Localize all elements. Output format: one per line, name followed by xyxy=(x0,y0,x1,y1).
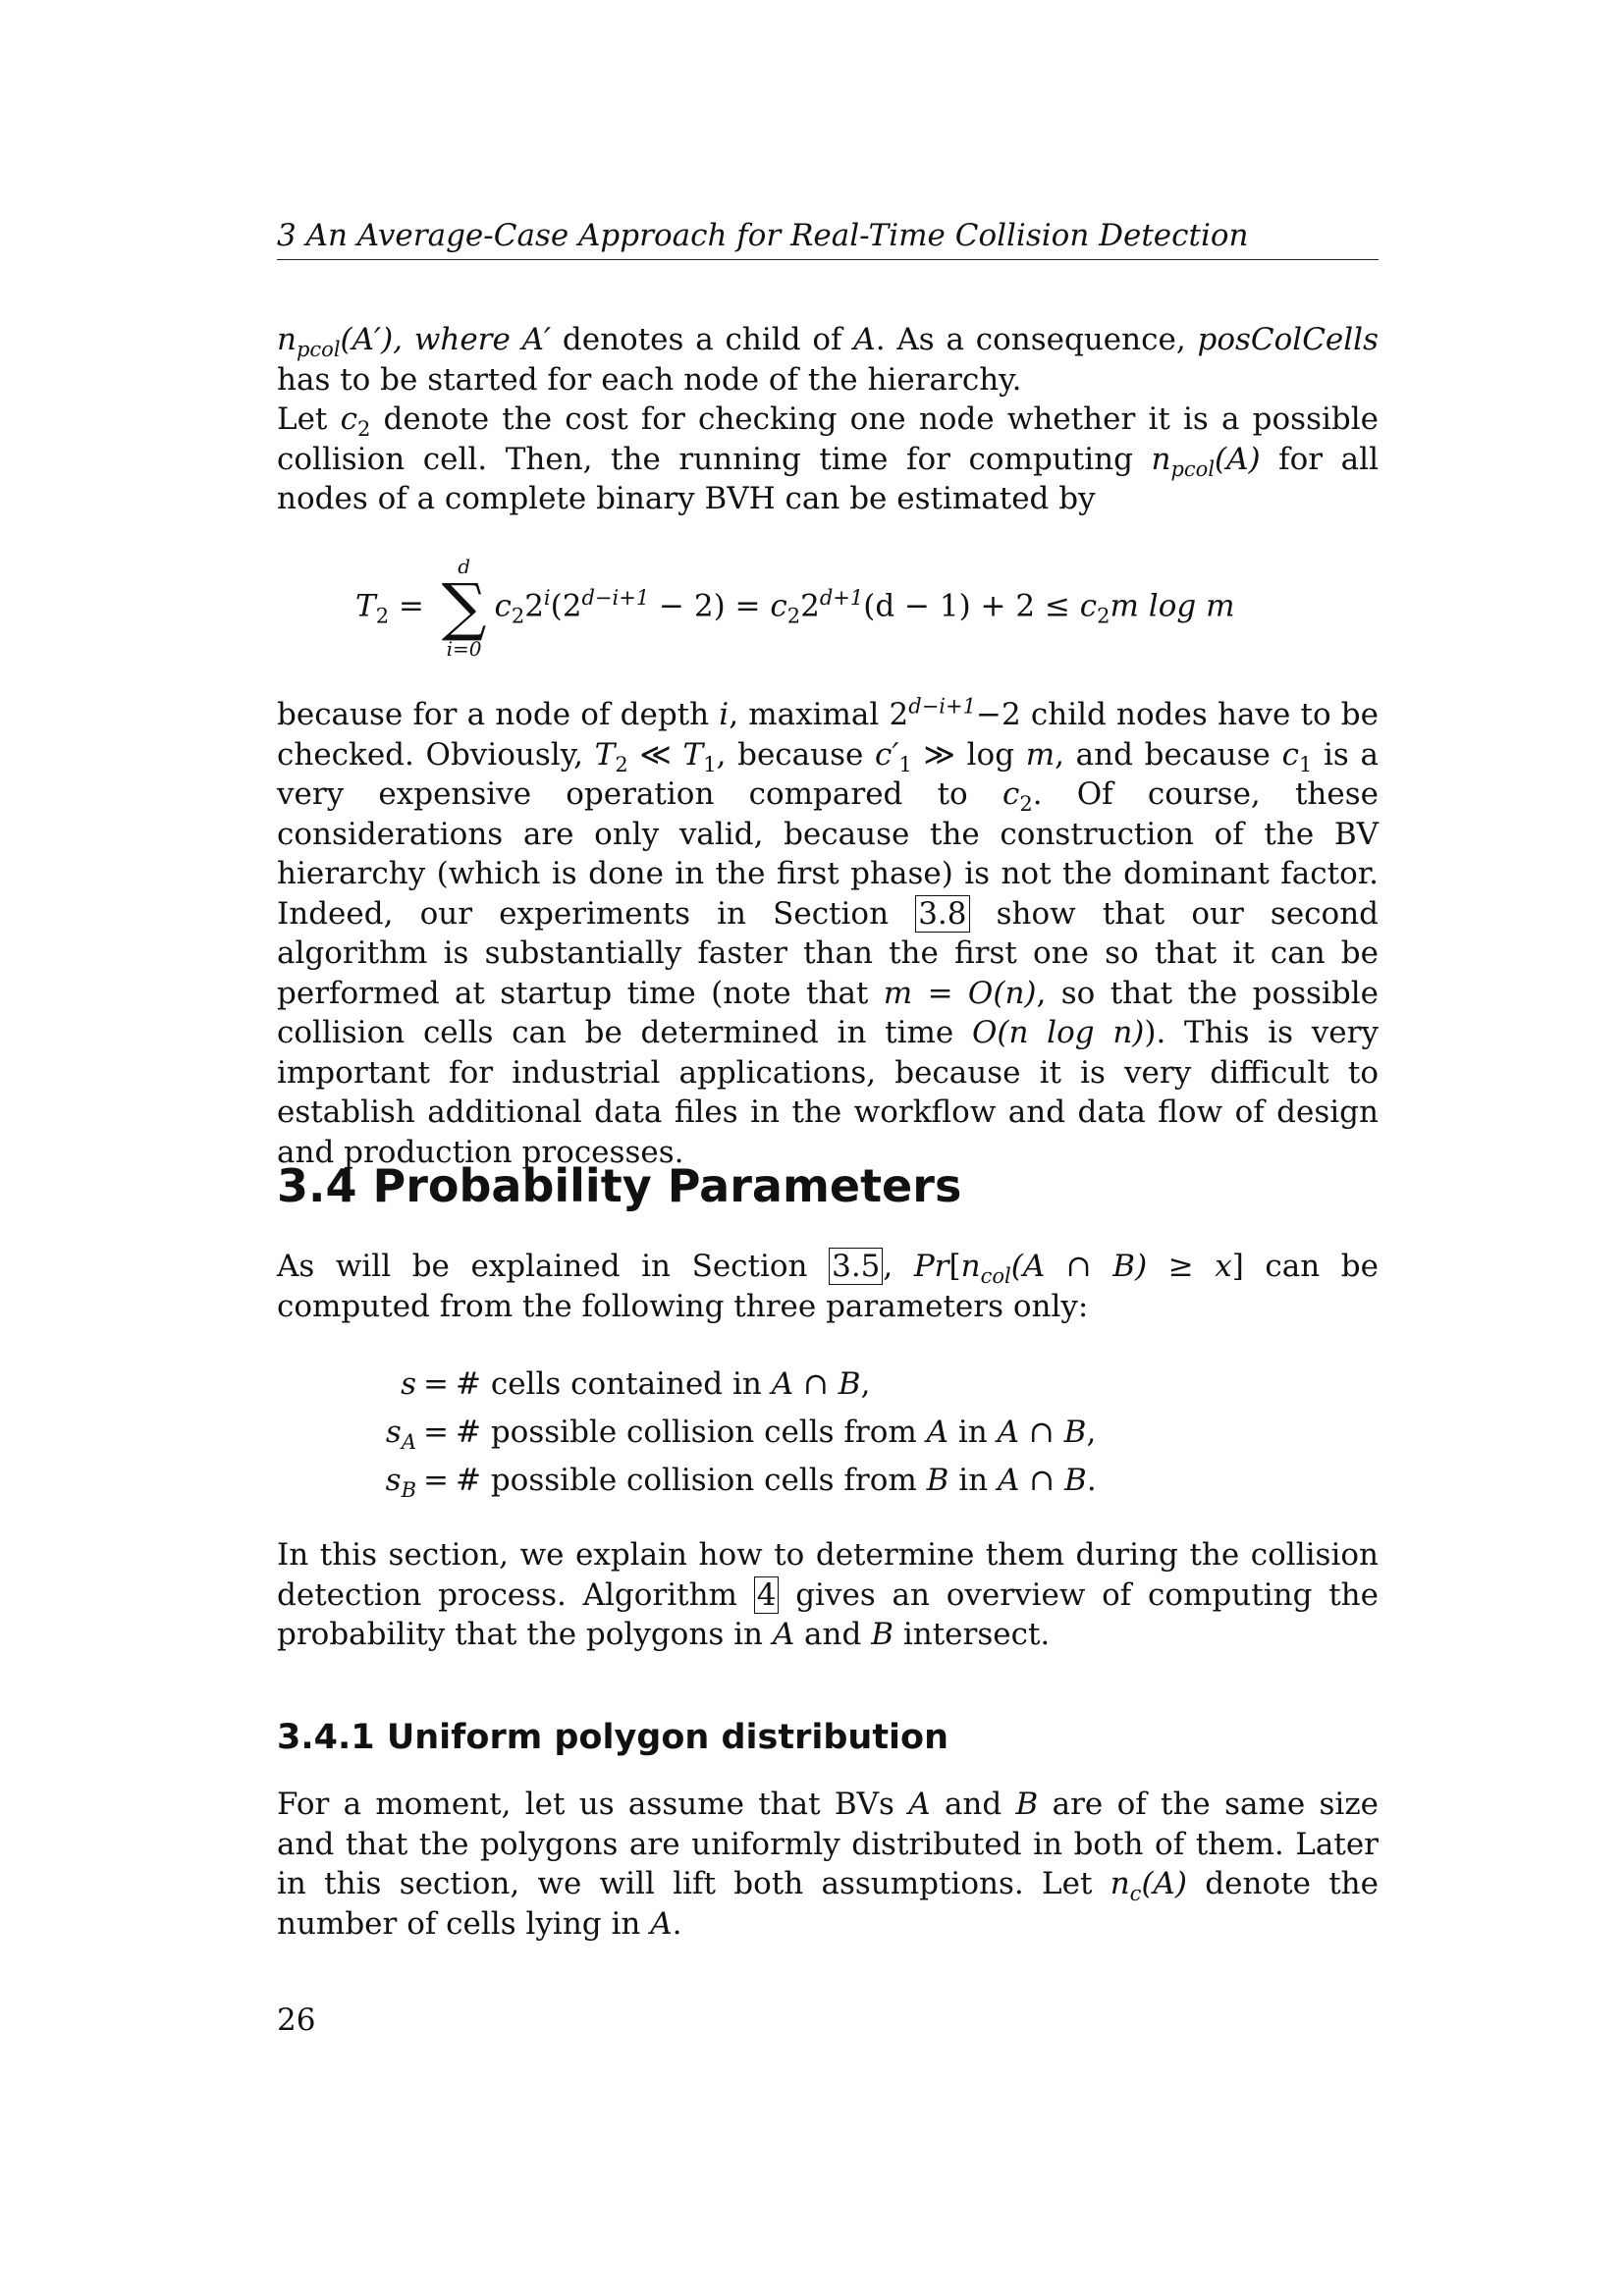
paragraph-4: As will be explained in Section 3.5, $Pr[n_{col}(A$ ∩ B) ≥ x] can be computed from the following three parameters only: xyxy=(277,1249,1379,1324)
ref-algorithm-4[interactable]: 4 xyxy=(754,1576,780,1614)
running-head: 3 An Average-Case Approach for Real-Time Collision Detection xyxy=(277,214,1379,260)
ref-section-3-8[interactable]: 3.8 xyxy=(915,895,969,933)
parameter-definitions xyxy=(336,1361,1097,1505)
definition-s: s = # cells contained in A ∩ B, xyxy=(401,1366,871,1402)
summation: d ∑ i=0 xyxy=(441,555,487,661)
paragraph-5: In this section, we explain how to determine them during the collision detection process. Algorithm 4 gives an overview of computing the probability that the polygons in A and B intersect. xyxy=(277,1537,1379,1652)
page xyxy=(277,0,1379,2296)
paragraph-3: because for a node of depth i, maximal $2^{d-i+1}-2$ child nodes have to be checked. Obviously, $T_2$ ≪ $T_1$, because $c'_1$ ≫ log m, and because $c_1$ is a very expensive operation compared to $c_2$. Of course, these considerations are only valid, because the construction of the BV hierarchy (which is done in the first phase) is not the dominant factor. Indeed, our experiments in Section 3.8 show that our second algorithm is substantially faster than the first one so that it can be performed at startup time (note that m = O(n), so that the possible collision cells can be determined in time O(n log n)). This is very important for industrial applications, because it is very difficult to establish additional data files in the workflow and data flow of design and production processes. xyxy=(277,694,1380,1170)
definition-sA: $s_A$ = # possible collision cells from A in A ∩ B, xyxy=(385,1415,1097,1455)
paragraph-2: Let $c_2$ denote the cost for checking one node whether it is a possible collision cell. Then, the running time for computing $n_{pcol}(A)$ for all nodes of a complete binary BVH can be estimated by xyxy=(277,401,1380,516)
ref-section-3-5[interactable]: 3.5 xyxy=(829,1248,883,1285)
paragraph-6: For a moment, let us assume that BVs A and B are of the same size and that the polygons are uniformly distributed in both of them. Later in this section, we will lift both assumptions. Let $n_c(A)$ denote the number of cells lying in A. xyxy=(277,1787,1379,1942)
math-npcol: n xyxy=(277,322,297,357)
paragraph-1: $n_{pcol}(A')$, where A′ denotes a child of A. As a consequence, posColCells has to be started for each node of the hierarchy. xyxy=(277,322,1380,398)
page-number: 26 xyxy=(277,2002,316,2038)
section-heading: 3.4 Probability Parameters xyxy=(277,1159,962,1212)
definition-sB: $s_B$ = # possible collision cells from B in A ∩ B. xyxy=(385,1463,1097,1503)
subsection-heading: 3.4.1 Uniform polygon distribution xyxy=(277,1718,949,1757)
equation-t2: $T_2$ = d ∑ i=0 $c_22^i(2^{d-i+1} - 2) = c_22^{d+1}(d - 1) + 2 \le c_2m$ log m xyxy=(355,555,1235,661)
posColCells: posColCells xyxy=(1197,322,1380,357)
